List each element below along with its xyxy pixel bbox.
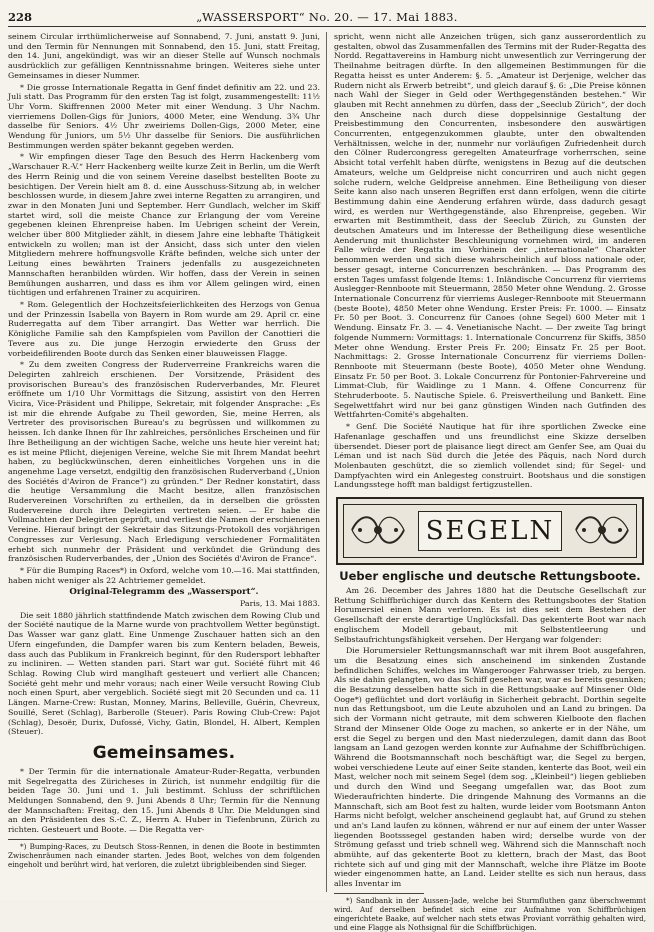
- issue-title: „WASSERSPORT“ No. 20. — 17. Mai 1883.: [196, 10, 458, 24]
- paragraph-rettungsboote-intro: Am 26. December des Jahres 1880 hat die Deutsche Gesellschaft zur Rettung Schiffbrüchiger durch das Kentern des Rettungsbootes der Station Horumersiel einen Mann verloren. Es ist dies seit dem Bestehen der Gesellschaft der erste derartige Unglücksfall. Das gekenterte Boot war nach englischem Modell gebaut, mit Selbstentleerung und Selbstaufrichtungsfähigkeit versehen. Der Hergang war folgender:: [334, 586, 646, 644]
- paragraph-zurich-regatta: * Der Termin für die internationale Amateur-Ruder-Regatta, verbunden mit Segelregatta des Züricheses in Zürich, ist nunmehr endgiltig für die beiden Tage 30. Juni und 1. Juli bestimmt. Schluss der schriftlichen Meldungen Sonnabend, den 9. Juni Abends 8 Uhr; Termin für die Nennung der Mannschaften: Freitag, den 15. Juni Abends 8 Uhr. Die Meldungen sind an den Präsidenten des S.-C. Z., Herrn A. Huber in Tiefenbrunn, Zürich zu richten. Gesteuert und Boote. — Die Regatta ver-: [8, 766, 320, 835]
- telegram-text: Die seit 1880 jährlich stattfindende Match zwischen dem Rowing Club und der Société nautique de la Marne wurde von prachtvollem Wetter begünstigt. Das Wasser war ganz glatt. Eine Unmenge Zuschauer hatten sich an den Ufern eingefunden, die Dampfer waren bis zum Kentern beladen, Beweis, dass auch das Publikum in Frankreich beginnt, für den Rudersport lebhafter zu incliniren. — Wetten standen pari. Start war gut. Société führt mit 46 Schlag. Rowing Club wird manglhaft gesteuert und verliert alle Chancen; Société geht mehr und mehr voraus; nach einer Weile versucht Rowing Club noch einen Spurt, aber vergeblich. Société siegt mit 20 Secunden und ca. 11 Längen. Marne-Crew: Rustan, Monney, Marins, Belleville, Guérin, Chevreux, Souillé, Seret (Schlag), Barberolle (Steuer). Paris Rowing Club-Crew: Pajot (Schlag), Desoër, Durix, Dufossé, Vichy, Gatin, Blondel, H. Albert, Kemplen (Steuer).: [8, 610, 320, 737]
- paragraph-bumping-races: * Für die Bumping Races*) in Oxford, welche vom 10.—16. Mai stattfinden, haben nicht weniger als 22 Achtriemer gemeldet.: [8, 565, 320, 585]
- paragraph-zurich-correction: seinem Circular irrthümlicherweise auf Sonnabend, 7. Juni, anstatt 9. Juni, und den Termin für Nennungen mit Sonnabend, den 15. Juni, statt Freitag, den 14. Juni, angekündigt, was wir an dieser Stelle auf Wunsch nochmals ausdrücklich zur gefälligen Kenntnissnahme bringen. Weiteres siehe unter Gemeinsames in dieser Nummer.: [8, 32, 320, 80]
- ornament-left-icon: [348, 509, 408, 551]
- page-header: [8, 8, 646, 27]
- article-title-rettungsboote: Ueber englische und deutsche Rettungsboote.: [339, 569, 641, 584]
- paragraph-genf-harbour: * Genf. Die Société Nautique hat für ihre sportlichen Zwecke eine Hafenanlage geschaffen und uns freundlichst eine Skizze derselben übersendet. Dieser port de plaisance liegt direct am Genfer See, am Quai du Léman und ist nach Süd durch die Jetée des Pâquis, nach Nord durch Molenbauten geschützt, die so ziemlich vollendet sind; für Segel- und Dampfyachten wird ein Anlegesteg construirt. Bootshaus und die sonstigen Landungsstege hofft man baldigst fertigzustellen.: [334, 422, 646, 490]
- section-title-gemeinsames: Gemeinsames.: [92, 742, 236, 763]
- paragraph-warschau: * Wir empfingen dieser Tage den Besuch des Herrn Hackenberg vom „Warschauer R.-V.“ Herr Hackenberg weilte kurze Zeit in Berlin, um die Werft des Herrn Reinig und die von seinem Vereine daselbst bestellten Boote zu besichtigen. Der Verein hielt am 8. d. eine Ausschuss-Sitzung ab, in welcher beschlossen wurde, in diesem Jahre zwei interne Regatten zu arrangiren, und zwar in den Monaten Juni und September. Herr Gundlach, welcher im Skiff startet wird, soll die meiste Chance zur Erlangung der vom Vereine gegebenen kleinen Ehrenpreise haben. Im Uebrigen scheint der Verein, welcher über 800 Mitglieder zählt, in diesem Jahre eine lebhafte Thätigkeit entwickeln zu wollen; man ist der Ansicht, dass sich unter den vielen Mitgliedern mehrere hoffnungsvolle Kräfte befinden, welche sich unter der Leitung eines bewährten Trainers jedenfalls zu ausgezeichneten Mannschaften heranbilden würden. Wir hoffen, dass der Verein in seinen Bemühungen ausharren, und dass es ihm vor Allem gelingen wird, einen tüchtigen und erfahrenen Trainer zu acquiriren.: [8, 152, 320, 298]
- paragraph-rom: * Rom. Gelegentlich der Hochzeitsfeierlichkeiten des Herzogs von Genua und der Prinzessin Isabella von Bayern in Rom wurde am 29. April cr. eine Ruderregatta auf dem Tiber arrangirt. Das Wetter war herrlich. Die Königliche Familie sah den Kampfspielen vom Pavillon der Canottieri die Tevere aus zu. Die junge Herzogin erwiederte den Gruss der vorbeidefilirenden Boote durch das Senken einer blauweissen Flagge.: [8, 299, 320, 358]
- paragraph-horumersiel: Die Horumersieler Rettungsmannschaft war mit ihrem Boot ausgefahren, um die Besatzung eines sich anscheinend im sinkenden Zustande befindlichen Schiffes, welches im Wangerooger Fahrwasser trieb, zu bergen. Als sie dahin gelangten, wo das Schiff gesehen war, war es bereits gesunken; die Besatzung desselben hatte sich in die Rettungsbaake auf Minsener Olde Ooge*) geflüchtet und dort vorläufig in Sicherheit gebracht. Dorthin segelte nun das Rettungsboot, um die Leute abzuholen und an Land zu bringen. Da sich der Vormann nicht getraute, mit dem schweren Kielboote den flachen Strand der Minsener Olde Ooge zu machen, so ankerte er in der Nähe, um erst die Segel zu bergen und den Mast niederzulegen, damit dann das Boot langsam an Land gezogen werden konnte zur Aufnahme der Schiffbrüchigen. Während die Bootsmannschaft noch beschäftigt war, die Segel zu bergen, wobei verschiedene Leute auf einer Seite standen, kenterte das Boot, weil ein Mast, welcher noch mit seinem Segel (dem sog. „Kleinbeil“) liegen geblieben und durch den Wind und Seegang umgefallen war, das Boot zum Wiederaufrichten hinderte. Die dringende Mahnung des Vormanns an die Mannschaft, sich am Boot fest zu halten, wurde leider vom Bootsmann Anton Harms nicht befolgt, welcher anscheinend geglaubt hat, auf Grund zu stehen und an's Land laufen zu können, während er nur auf einem der unter Wasser liegenden Bootsssegel gestanden haben wird; derselbe wurde von der Strömung gefasst und trieb schnell weg. Während sich die Mannschaft noch abmühte, auf das gekenterte Boot zu klettern, brach der Mast, das Boot richtete sich auf und ging mit der Mannschaft, welche ihre Plätze im Boote wieder eingenommen hatte, an Land. Leider stellte es sich nun heraus, dass alles Inventar im: [334, 646, 646, 889]
- column-divider: [326, 32, 327, 892]
- paragraph-zurich-continued: spricht, wenn nicht alle Anzeichen trügen, sich ganz ausserordentlich zu gestalten, obwol das Zusammenfallen des Termins mit der Ruder-Regatta des Nordd. Regattavereins in Hamburg nicht unwesentlich zur Verringerung der Theilnahme beitragen dürfte. In den allgemeinen Bestimmungen für die Regatta heisst es unter Anderem: §. 5. „Amateur ist Derjenige, welcher das Rudern nicht als Erwerb betreibt“, und gleich darauf §. 6: „Die Preise können nach Wahl der Sieger in Geld oder Werthgegenständen bestehen.“ Wir glauben mit Recht annehmen zu dürfen, dass der „Seeclub Zürich“, der doch den Anscheine nach durch diese doppelsinnige Gestaltung der Preisbestimmung den Concurrenten, insbesondere den auswärtigen Concurrenten, entgegenzukommen glaubte, unter den obwaltenden Verhältnissen, welche in der, nunmehr nur vorläufigen Zufriedenheit durch den Cölner Rudercongress geregelten Amateurfrage vorherrschen, seine Absicht total verfehlt haben dürfte, wenigstens in Bezug auf die deutschen Amateurs, welche um Geldpreise nicht concurriren und auch nicht gegen solche rudern, welche Geldpreise annehmen. Eine Betheiligung von dieser Seite kann also nach unseren Begriffen erst dann erfolgen, wenn die citirte Bestimmung dahin eine Aenderung erfahren würde, dass dadurch gesagt wird, es werden nur Werthgegenstände, also Ehrenpreise, gegeben. Wir erwarten mit Bestimmtheit, dass der Seeclub Zürich, zu Gunsten der deutschen Amateurs und im Interesse der Betheiligung diese wesentliche Aenderung mit thunlichster Beschleunigung vornehmen wird, im anderen Falle würde der Regatta im Vorhinein der „internationale“ Charakter benommen werden und sich diese wahrscheinlich auf bloss nationale oder, besser gesagt, interne Concurrenzen beschränken. — Das Programm des ersten Tages umfasst folgende Items: 1. Inländische Concurrenz für vierriems Auslegger-Rennboote mit Steuermann, 2850 Meter ohne Wendung. 2. Grosse Internationale Concurrenz für vierriems Ausleger-Rennboote mit Steuermann (beste Boote), 4850 Meter ohne Wendung. Erster Preis: Fr. 1000. — Einsatz Fr. 50 per Boot. 3. Concurrenz für Canoes (ohne Segel) 600 Meter mit 1 Wendung. Einsatz Fr. 3. — 4. Venetianische Nacht. — Der zweite Tag bringt folgende Nummern: Vormittags: 1. Internationale Concurrenz für Skiffs, 3850 Meter ohne Wendung. Erster Preis Fr. 200; Einsatz Fr. 25 per Boot. Nachmittags: 2. Grosse Internationale Concurrenz für vierriems Dollen-Rennboote mit Steuermann (beste Boote), 4050 Meter ohne Wendung. Einsatz Fr. 50 per Boot. 3. Lokale Concurrenz für Pontonier-Fahrvereine und Limmat-Club, für Waidlinge zu 1 Mann. 4. Offene Concurrenz für Stehruderboote. 5. Nautische Spiele. 6. Preisvertheilung und Bankett. Eine Segelwettfahrt wird nur bei ganz günstigen Winden nach Gutfinden des Wettfahrten-Comité's abgehalten.: [334, 32, 646, 420]
- telegram-dateline: Paris, 13. Mai 1883.: [239, 599, 320, 609]
- telegram-heading: Original-Telegramm des „Wassersport“.: [69, 587, 259, 598]
- left-column: [8, 32, 320, 894]
- ornament-right-icon: [572, 509, 632, 551]
- footnote-bumping-races: *) Bumping-Races, zu Deutsch Stoss-Rennen, in denen die Boote in bestimmten Zwischenräumen nach einander starten. Jedes Boot, welches von dem folgenden eingeholt und berührt wird, hat verloren, die zuletzt übrigbleibenden sind Sieger.: [8, 841, 320, 869]
- segeln-section-banner: [336, 497, 644, 565]
- right-column: [334, 32, 646, 932]
- page-number: 228: [8, 10, 33, 24]
- banner-title: SEGELN: [418, 511, 562, 551]
- footnote-sandbank: *) Sandbank in der Aussen-Jade, welche bei Sturmfluthen ganz überschwemmt wird. Auf derselben befindet sich eine zur Aufnahme von Schiffbrüchigen eingerichtete Baake, auf welcher nach stets etwas Proviant vorräthig gehalten wird, und eine Flagge als Nothsignal für die Schiffbrüchigen.: [334, 895, 646, 932]
- paragraph-congress-france: * Zu dem zweiten Congress der Ruderverreine Frankreichs waren die Delegirten zahlreich erschienen. Der Vorsitzende, Präsident des provisorischen Bureau's des französischen Ruderverbandes, Mr. Fleuret eröffnete um 1/10 Uhr Vormittags die Sitzung, assistirt von den Herren Vicira, Vice-Präsident und Philippe, Sekretair, mit folgender Ansprache: „Es ist mir die ehrende Aufgabe zu Theil geworden, Sie, meine Herren, als Vertreter des provisorischen Bureau's zu begrüssen und willkommen zu heissen. Ich danke Ihnen für Ihr zahlreiches, persönliches Erscheinen und für Ihre Betheiligung an der wichtigen Sache, welche uns heute hier vereint hat; es ist meine Pflicht, diejenigen Vereine, welche Sie mit Ihrem Mandat beehrt haben, zu beglückwünschen, deren einheitliches Vorgehen uns in die angenehme Lage versetzt, endgiltig den französischen Ruderverband („Union des Sociétés d'Aviron de France“) zu gründen.“ Der Redner konstatirt, dass die heutige Versammlung die Macht besitze, allen französischen Rudervereinen Vorschriften zu ertheilen, da in derselben die grössten Rudervereine durch ihre Delegirten vertreten seien. — Er habe die Vollmachten der Delegirten geprüft, und verliest die Namen der erschienenen Vereine. Hierauf bringt der Sekretair das Sitzungs-Protokoll des vorjährigen Congresses zur Verlesung. Nach Erledigung verschiedener Formalitäten erhebt sich nunmehr der Präsident und verkündet die Gründung des französischen Ruderverbandes, der „Union des Sociétés d'Aviron de France“.: [8, 360, 320, 564]
- paragraph-genf-regatta: * Die grosse Internationale Regatta in Genf findet definitiv am 22. und 23. Juli statt. Das Programm für den ersten Tag ist folgt, zusammengestellt: 11½ Uhr Vorm. Skiffrennen 2000 Meter mit einer Wendung. 3 Uhr Nachm. vierriemens Dollen-Gigs für Juniors, 4000 Meter, eine Wendung. 3¾ Uhr dasselbe für Seniors. 4½ Uhr zweiriems Dollen-Gigs, 2000 Meter, eine Wendung für Juniors, um 5½ Uhr dasselbe für Seniors. Die ausführlichen Bestimmungen werden später bekannt gegeben werden.: [8, 82, 320, 150]
- footnote-rule-right: [334, 893, 424, 894]
- footnote-rule: [8, 839, 98, 840]
